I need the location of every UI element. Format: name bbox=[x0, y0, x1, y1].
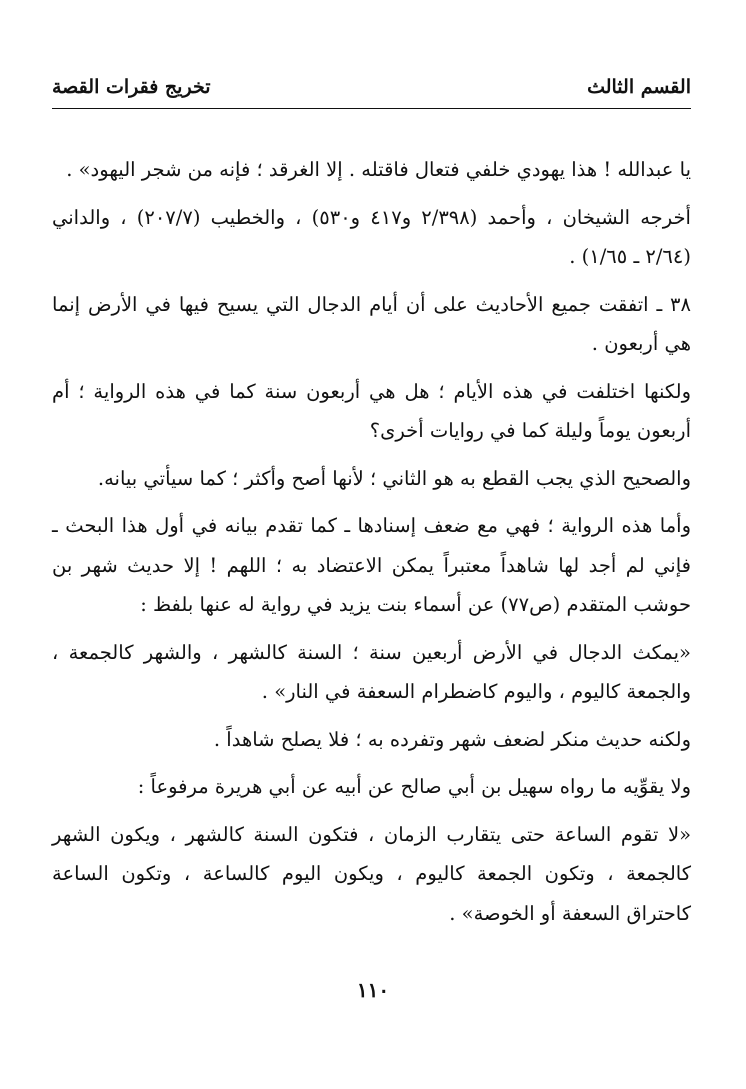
paragraph-6: وأما هذه الرواية ؛ فهي مع ضعف إسنادها ـ كما تقدم بيانه في أول هذا البحث ـ فإني لم أجد لها شاهداً معتبراً يمكن الاعتضاد به ؛ اللهم ! إلا حديث شهر بن حوشب المتقدم (ص٧٧) عن أسماء بنت يزيد في رواية له عنها بلفظ : bbox=[52, 514, 691, 616]
paragraph-3: ٣٨ ـ اتفقت جميع الأحاديث على أن أيام الدجال التي يسيح فيها في الأرض إنما هي أربعون . bbox=[52, 292, 691, 355]
page-number: ١١٠ bbox=[356, 978, 390, 1002]
header-rule bbox=[52, 108, 691, 109]
paragraph-4: ولكنها اختلفت في هذه الأيام ؛ هل هي أربعون سنة كما في هذه الرواية ؛ أم أربعون يوماً وليلة كما في روايات أخرى؟ bbox=[52, 379, 691, 442]
paragraph-10: «لا تقوم الساعة حتى يتقارب الزمان ، فتكون السنة كالشهر ، ويكون الشهر كالجمعة ، وتكون الجمعة كاليوم ، ويكون اليوم كالساعة ، وتكون الساعة كاحتراق السعفة أو الخوصة» . bbox=[52, 822, 691, 925]
section-title: القسم الثالث bbox=[587, 76, 691, 98]
paragraph-7: «يمكث الدجال في الأرض أربعين سنة ؛ السنة كالشهر ، والشهر كالجمعة ، والجمعة كاليوم ، واليوم كاضطرام السعفة في النار» . bbox=[52, 640, 691, 703]
running-header bbox=[52, 72, 691, 102]
page-body bbox=[52, 150, 691, 941]
paragraph-9: ولا يقوِّيه ما رواه سهيل بن أبي صالح عن أبيه عن أبي هريرة مرفوعاً : bbox=[137, 775, 691, 798]
paragraph-2: أخرجه الشيخان ، وأحمد (٢/٣٩٨ و٤١٧ و٥٣٠) ، والخطيب (٢٠٧/٧) ، والداني (٢/٦٤ ـ ١/٦٥) . bbox=[52, 205, 691, 268]
paragraph-1: يا عبدالله ! هذا يهودي خلفي فتعال فاقتله . إلا الغرقد ؛ فإنه من شجر اليهود» . bbox=[66, 158, 691, 181]
paragraph-8: ولكنه حديث منكر لضعف شهر وتفرده به ؛ فلا يصلح شاهداً . bbox=[213, 727, 691, 751]
chapter-title: تخريج فقرات القصة bbox=[52, 76, 211, 98]
paragraph-5: والصحيح الذي يجب القطع به هو الثاني ؛ لأنها أصح وأكثر ؛ كما سيأتي بيانه. bbox=[97, 466, 691, 490]
